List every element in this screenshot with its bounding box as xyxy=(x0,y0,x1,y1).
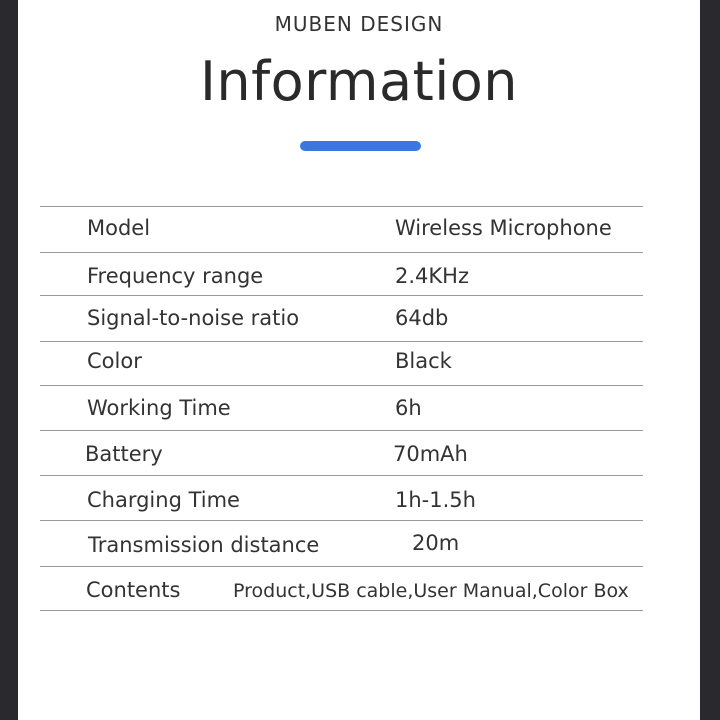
brand-name: MUBEN DESIGN xyxy=(274,12,444,36)
spec-value-color: Black xyxy=(395,349,452,373)
table-divider xyxy=(40,341,643,342)
spec-label-contents: Contents xyxy=(86,578,181,602)
page-title: Information xyxy=(199,50,519,113)
spec-value-snr: 64db xyxy=(395,306,449,330)
spec-value-working-time: 6h xyxy=(395,396,422,420)
spec-value-charging-time: 1h-1.5h xyxy=(395,488,476,512)
table-divider xyxy=(40,430,643,431)
spec-label-transmission-distance: Transmission distance xyxy=(88,533,320,557)
accent-bar xyxy=(300,141,421,151)
product-info-page xyxy=(18,0,700,720)
spec-value-contents: Product,USB cable,User Manual,Color Box xyxy=(233,580,629,602)
spec-value-transmission-distance: 20m xyxy=(412,531,460,555)
table-divider xyxy=(40,206,643,207)
spec-value-model: Wireless Microphone xyxy=(395,216,612,240)
spec-value-frequency-range: 2.4KHz xyxy=(395,264,469,288)
table-divider xyxy=(40,475,643,476)
table-divider xyxy=(40,610,643,611)
spec-label-charging-time: Charging Time xyxy=(87,488,240,512)
table-divider xyxy=(40,252,643,253)
spec-label-working-time: Working Time xyxy=(87,396,231,420)
spec-label-model: Model xyxy=(87,216,151,240)
spec-label-snr: Signal-to-noise ratio xyxy=(87,306,300,330)
spec-label-frequency-range: Frequency range xyxy=(87,264,264,288)
spec-label-color: Color xyxy=(87,349,142,373)
spec-label-battery: Battery xyxy=(85,442,163,466)
table-divider xyxy=(40,520,643,521)
table-divider xyxy=(40,295,643,296)
table-divider xyxy=(40,566,643,567)
table-divider xyxy=(40,385,643,386)
spec-value-battery: 70mAh xyxy=(393,442,468,466)
